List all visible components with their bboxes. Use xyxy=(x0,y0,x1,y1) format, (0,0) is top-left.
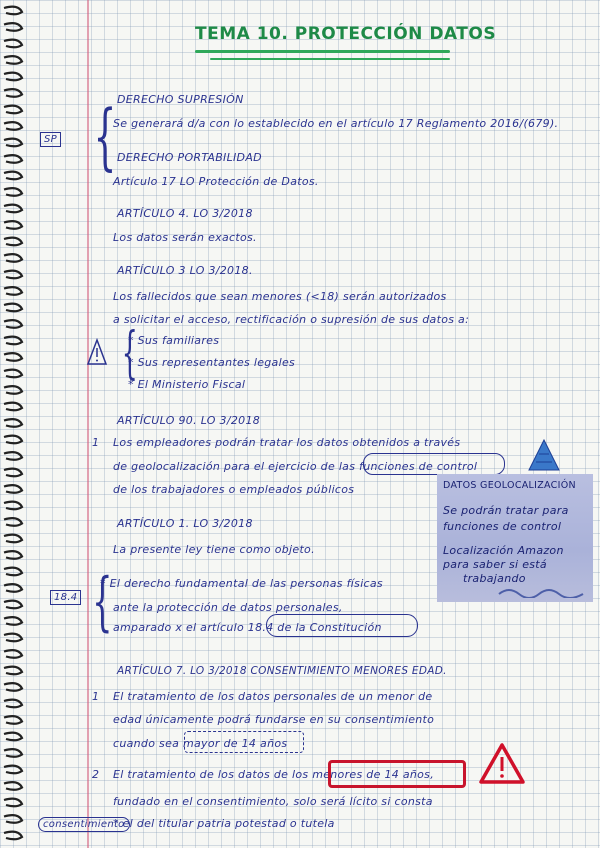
item-number: 2 xyxy=(92,768,100,781)
list-item: * Sus familiares xyxy=(128,334,220,347)
text-line: edad únicamente podrá fundarse en su consentimiento xyxy=(113,713,435,726)
spiral-ring xyxy=(4,73,22,81)
spiral-ring xyxy=(4,452,22,460)
side-label-sp: SP xyxy=(40,132,61,147)
spiral-ring xyxy=(4,799,22,807)
spiral-ring xyxy=(4,502,22,510)
spiral-ring xyxy=(4,551,22,559)
note-line: Se podrán tratar para xyxy=(443,504,569,517)
text-line: Se generará d/a con lo establecido en el artículo 17 Reglamento 2016/(679). xyxy=(113,117,559,130)
spiral-binding xyxy=(0,0,30,848)
spiral-ring xyxy=(4,782,22,790)
note-line: Localización Amazon xyxy=(443,544,564,557)
spiral-ring xyxy=(4,188,22,196)
note-line: funciones de control xyxy=(443,520,562,533)
highlight-box-menores-14 xyxy=(328,760,466,788)
spiral-ring xyxy=(4,683,22,691)
tree-triangle-icon xyxy=(526,438,562,472)
highlight-box-mayor-14 xyxy=(184,731,304,753)
spiral-ring xyxy=(4,386,22,394)
spiral-ring xyxy=(4,40,22,48)
spiral-ring xyxy=(4,7,22,15)
warning-triangle-red-icon xyxy=(478,742,526,786)
spiral-ring xyxy=(4,122,22,130)
spiral-ring xyxy=(4,485,22,493)
warning-triangle-icon xyxy=(86,338,108,366)
item-number: 1 xyxy=(92,690,100,703)
brace-list: { xyxy=(121,321,138,386)
heading-articulo-90: ARTÍCULO 90. LO 3/2018 xyxy=(117,414,261,427)
brace-articulo-1: { xyxy=(92,565,113,639)
spiral-ring xyxy=(4,221,22,229)
note-card-geolocalizacion xyxy=(437,474,593,602)
brace-left: { xyxy=(93,94,117,178)
spiral-ring xyxy=(4,238,22,246)
heading-articulo-1: ARTÍCULO 1. LO 3/2018 xyxy=(117,517,253,530)
spiral-ring xyxy=(4,700,22,708)
spiral-ring xyxy=(4,469,22,477)
spiral-ring xyxy=(4,568,22,576)
text-line: * el del titular patria potestad o tutela xyxy=(113,817,335,830)
spiral-ring xyxy=(4,106,22,114)
side-label-consentimiento: consentimiento xyxy=(38,817,130,832)
heading-derecho-portabilidad: DERECHO PORTABILIDAD xyxy=(117,151,262,164)
spiral-ring xyxy=(4,584,22,592)
text-line: Artículo 17 LO Protección de Datos. xyxy=(113,175,319,188)
spiral-ring xyxy=(4,403,22,411)
text-line: La presente ley tiene como objeto. xyxy=(113,543,315,556)
spiral-ring xyxy=(4,733,22,741)
spiral-ring xyxy=(4,155,22,163)
spiral-ring xyxy=(4,716,22,724)
spiral-ring xyxy=(4,304,22,312)
heading-articulo-3: ARTÍCULO 3 LO 3/2018. xyxy=(117,264,253,277)
spiral-ring xyxy=(4,650,22,658)
spiral-ring xyxy=(4,353,22,361)
spiral-ring xyxy=(4,766,22,774)
note-title: DATOS GEOLOCALIZACIÓN xyxy=(443,480,576,491)
text-line: Los empleadores podrán tratar los datos obtenidos a través xyxy=(113,436,461,449)
heading-articulo-4: ARTÍCULO 4. LO 3/2018 xyxy=(117,207,253,220)
text-line: Los datos serán exactos. xyxy=(113,231,257,244)
note-line: trabajando xyxy=(463,572,526,585)
spiral-ring xyxy=(4,617,22,625)
spiral-ring xyxy=(4,667,22,675)
spiral-ring xyxy=(4,172,22,180)
highlight-box-constitucion xyxy=(266,614,418,637)
spiral-ring xyxy=(4,832,22,840)
list-item: * El Ministerio Fiscal xyxy=(128,378,246,391)
spiral-ring xyxy=(4,518,22,526)
spiral-ring xyxy=(4,601,22,609)
spiral-ring xyxy=(4,205,22,213)
spiral-ring xyxy=(4,271,22,279)
heading-derecho-supresion: DERECHO SUPRESIÓN xyxy=(117,93,244,106)
spiral-ring xyxy=(4,370,22,378)
spiral-ring xyxy=(4,815,22,823)
text-line: El tratamiento de los datos de los menores de 14 años, xyxy=(113,768,435,781)
text-line: ante la protección de datos personales, xyxy=(113,601,343,614)
spiral-ring xyxy=(4,89,22,97)
title-underline xyxy=(195,50,450,53)
text-line: a solicitar el acceso, rectificación o supresión de sus datos a: xyxy=(113,313,470,326)
note-line: para saber si está xyxy=(443,558,547,571)
text-line: Los fallecidos que sean menores (<18) serán autorizados xyxy=(113,290,447,303)
text-line: * El derecho fundamental de las personas físicas xyxy=(100,577,383,590)
text-line: de los trabajadores o empleados públicos xyxy=(113,483,355,496)
spiral-ring xyxy=(4,139,22,147)
spiral-ring xyxy=(4,56,22,64)
spiral-ring xyxy=(4,254,22,262)
page-title: TEMA 10. PROTECCIÓN DATOS xyxy=(195,24,497,44)
item-number: 1 xyxy=(92,436,100,449)
spiral-ring xyxy=(4,436,22,444)
spiral-ring xyxy=(4,23,22,31)
text-line: de geolocalización para el ejercicio de las funciones de control xyxy=(113,460,478,473)
text-line: fundado en el consentimiento, solo será lícito si consta xyxy=(113,795,433,808)
text-line: cuando sea mayor de 14 años xyxy=(113,737,288,750)
spiral-ring xyxy=(4,634,22,642)
spiral-ring xyxy=(4,287,22,295)
spiral-ring xyxy=(4,320,22,328)
title-underline-2 xyxy=(210,58,450,60)
highlight-box-funciones-control xyxy=(363,453,505,475)
list-item: * Sus representantes legales xyxy=(128,356,296,369)
spiral-ring xyxy=(4,337,22,345)
heading-articulo-7: ARTÍCULO 7. LO 3/2018 CONSENTIMIENTO MENORES EDAD. xyxy=(117,665,447,677)
margin-line xyxy=(87,0,89,848)
text-line: El tratamiento de los datos personales de un menor de xyxy=(113,690,433,703)
spiral-ring xyxy=(4,749,22,757)
side-label-18-4: 18.4 xyxy=(50,590,81,605)
wave-icon xyxy=(497,586,587,598)
spiral-ring xyxy=(4,535,22,543)
spiral-ring xyxy=(4,419,22,427)
text-line: amparado x el artículo 18.4 de la Constitución xyxy=(113,621,382,634)
